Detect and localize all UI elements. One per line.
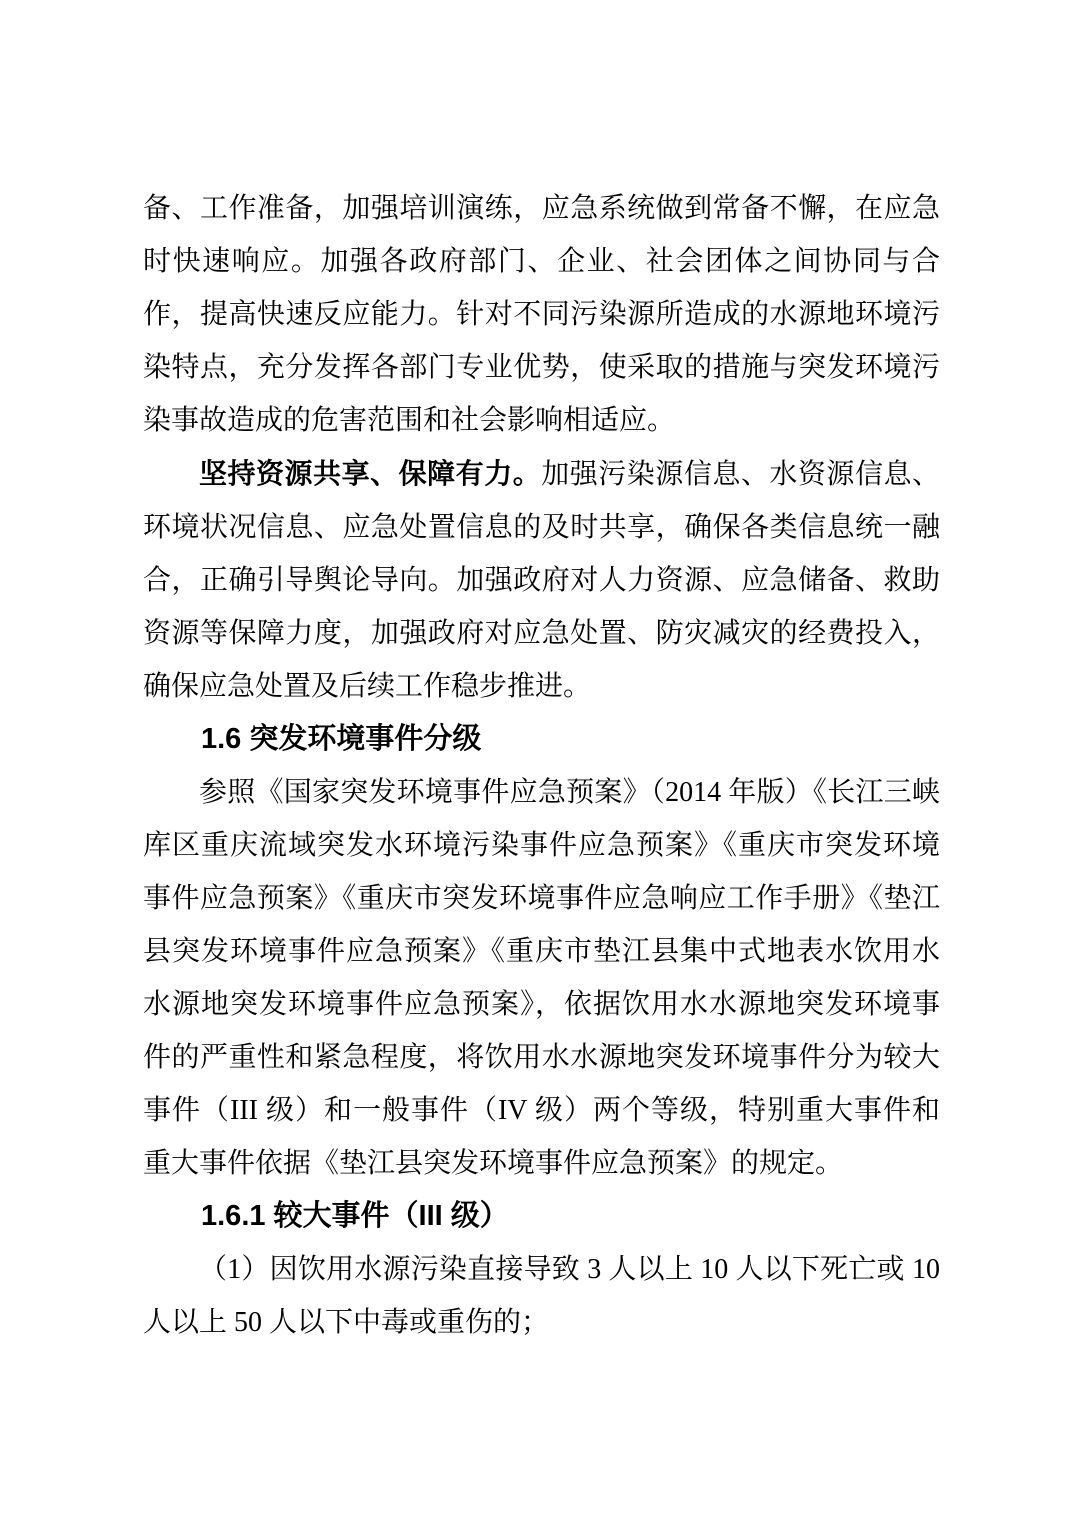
paragraph-criterion-1: （1）因饮用水源污染直接导致 3 人以上 10 人以下死亡或 10 人以上 50 人以下中毒或重伤的； [143, 1254, 940, 1338]
document-content [143, 182, 940, 1349]
paragraph-lead-bold: 坚持资源共享、保障有力。 [199, 458, 542, 489]
paragraph-continuation: 备、工作准备，加强培训演练，应急系统做到常备不懈，在应急时快速响应。加强各政府部门、企业、社会团体之间协同与合作，提高快速反应能力。针对不同污染源所造成的水源地环境污染特点，充分发挥各部门专业优势，使采取的措施与突发环境污染事故造成的危害范围和社会影响相适应。 [143, 193, 940, 436]
paragraph-classification: 参照《国家突发环境事件应急预案》（2014 年版）《长江三峡库区重庆流域突发水环境污染事件应急预案》《重庆市突发环境事件应急预案》《重庆市突发环境事件应急响应工作手册》《垫江县突发环境事件应急预案》《重庆市垫江县集中式地表水饮用水水源地突发环境事件应急预案》，依据饮用水水源地突发环境事件的严重性和紧急程度，将饮用水水源地突发环境事件分为较大事件（III 级）和一般事件（IV 级）两个等级，特别重大事件和重大事件依据《垫江县突发环境事件应急预案》的规定。 [143, 777, 940, 1179]
section-heading-1-6-1: 1.6.1 较大事件（III 级） [201, 1200, 509, 1232]
paragraph-lead-body: 加强污染源信息、水资源信息、环境状况信息、应急处置信息的及时共享，确保各类信息统一融合，正确引导舆论导向。加强政府对人力资源、应急储备、救助资源等保障力度，加强政府对应急处置、防灾减灾的经费投入，确保应急处置及后续工作稳步推进。 [143, 459, 940, 702]
paragraph-resource-sharing [143, 447, 940, 713]
section-heading-1-6: 1.6 突发环境事件分级 [201, 723, 482, 755]
